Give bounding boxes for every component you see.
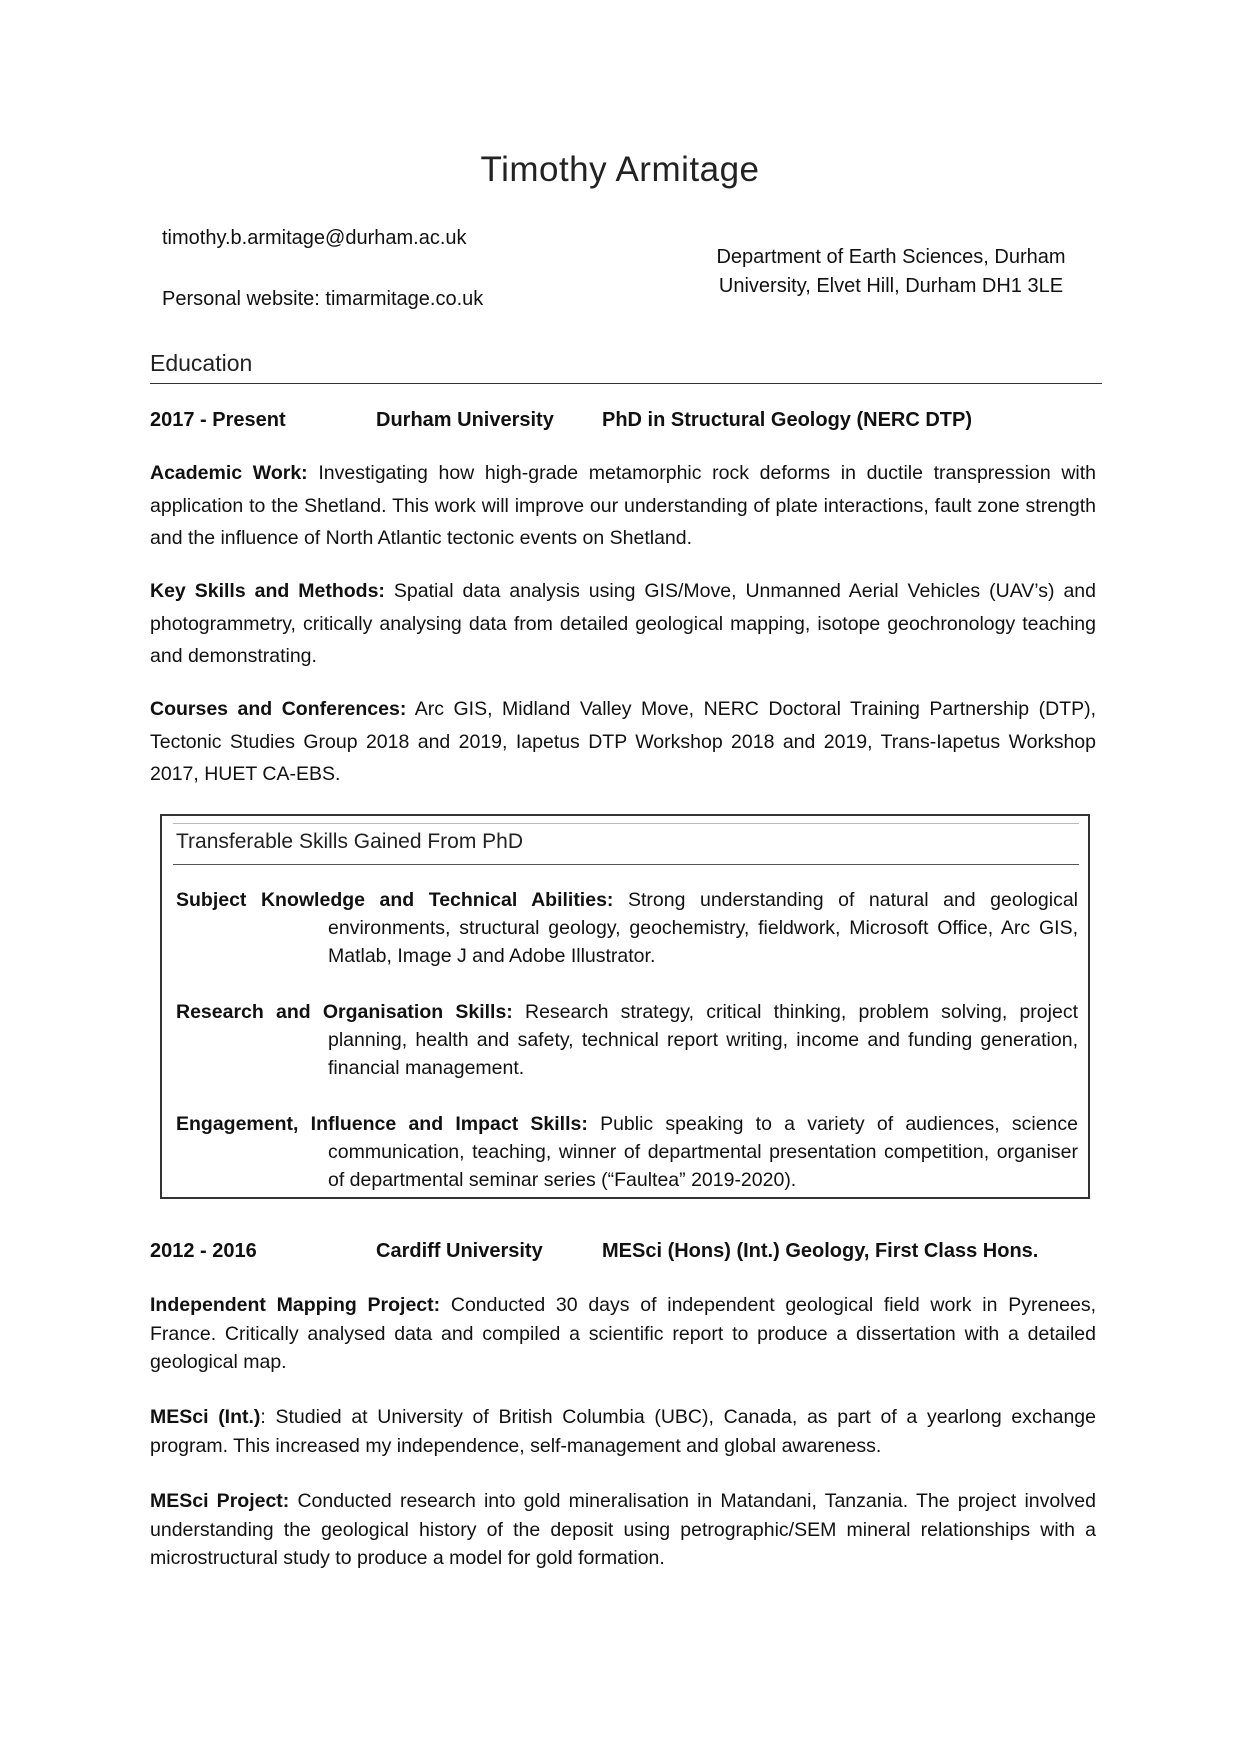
skill-engagement-influence [176, 1110, 1078, 1194]
box-title-rule [173, 864, 1079, 865]
postal-address [690, 243, 1092, 301]
phd-institution: Durham University [376, 409, 554, 431]
phd-academic-work [150, 457, 1096, 555]
paragraph-text: : Studied at University of British Columbia (UBC), Canada, as part of a yearlong exchange program. This increased my independence, self-management and global awareness. [150, 1406, 1096, 1457]
paragraph-text: Conducted research into gold mineralisation in Matandani, Tanzania. The project involved understanding the geological history of the deposit using petrographic/SEM mineral relationships with a microstructural study to produce a model for gold formation. [150, 1490, 1096, 1569]
email-address: timothy.b.armitage@durham.ac.uk [162, 227, 467, 249]
education-heading: Education [150, 350, 253, 376]
paragraph-label: Key Skills and Methods: [150, 580, 385, 602]
skill-text: Public speaking to a variety of audiences, science communication, teaching, winner of departmental presentation competition, organiser of departmental seminar series (“Faultea” 2019-2020). [328, 1113, 1078, 1191]
mesci-degree: MESci (Hons) (Int.) Geology, First Class Hons. [602, 1240, 1039, 1262]
paragraph-label: MESci (Int.) [150, 1406, 261, 1428]
skill-text: Research strategy, critical thinking, problem solving, project planning, health and safety, technical report writing, income and funding generation, financial management. [328, 1001, 1078, 1079]
paragraph-label: Independent Mapping Project: [150, 1294, 441, 1316]
box-top-rule [173, 823, 1079, 824]
skill-text: Strong understanding of natural and geological environments, structural geology, geochemistry, fieldwork, Microsoft Office, Arc GIS, Matlab, Image J and Adobe Illustrator. [328, 889, 1078, 967]
phd-dates: 2017 - Present [150, 409, 286, 431]
education-divider [150, 383, 1102, 384]
skill-label: Research and Organisation Skills: [176, 1001, 513, 1023]
phd-courses-conferences [150, 693, 1096, 791]
mesci-international [150, 1403, 1096, 1460]
mesci-mapping-project [150, 1291, 1096, 1377]
transferable-skills-box [160, 814, 1090, 1199]
personal-website: Personal website: timarmitage.co.uk [162, 288, 484, 310]
phd-key-skills [150, 575, 1096, 673]
skill-research-organisation [176, 998, 1078, 1082]
phd-degree: PhD in Structural Geology (NERC DTP) [602, 409, 973, 431]
mesci-dates: 2012 - 2016 [150, 1240, 257, 1262]
paragraph-label: MESci Project: [150, 1490, 290, 1512]
mesci-institution: Cardiff University [376, 1240, 543, 1262]
skill-label: Subject Knowledge and Technical Abilities: [176, 889, 614, 911]
mesci-project [150, 1487, 1096, 1573]
paragraph-label: Academic Work: [150, 462, 308, 484]
paragraph-text: Investigating how high-grade metamorphic rock deforms in ductile transpression with application to the Shetland. This work will improve our understanding of plate interactions, fault zone strength and the influence of North Atlantic tectonic events on Shetland. [150, 462, 1096, 549]
skill-subject-knowledge [176, 886, 1078, 970]
cv-name: Timothy Armitage [480, 150, 760, 189]
paragraph-text: Conducted 30 days of independent geological field work in Pyrenees, France. Critically analysed data and compiled a scientific report to produce a dissertation with a detailed geological map. [150, 1294, 1096, 1373]
paragraph-label: Courses and Conferences: [150, 698, 407, 720]
skill-label: Engagement, Influence and Impact Skills: [176, 1113, 588, 1135]
transferable-skills-title: Transferable Skills Gained From PhD [176, 830, 524, 853]
address-line-1: Department of Earth Sciences, Durham [716, 246, 1066, 268]
paragraph-text: Spatial data analysis using GIS/Move, Unmanned Aerial Vehicles (UAV’s) and photogrammetry, critically analysing data from detailed geological mapping, isotope geochronology teaching and demonstrating. [150, 580, 1096, 667]
paragraph-text: Arc GIS, Midland Valley Move, NERC Doctoral Training Partnership (DTP), Tectonic Studies Group 2018 and 2019, Iapetus DTP Workshop 2018 and 2019, Trans-Iapetus Workshop 2017, HUET CA-EBS. [150, 698, 1096, 785]
address-line-2: University, Elvet Hill, Durham DH1 3LE [718, 275, 1064, 297]
